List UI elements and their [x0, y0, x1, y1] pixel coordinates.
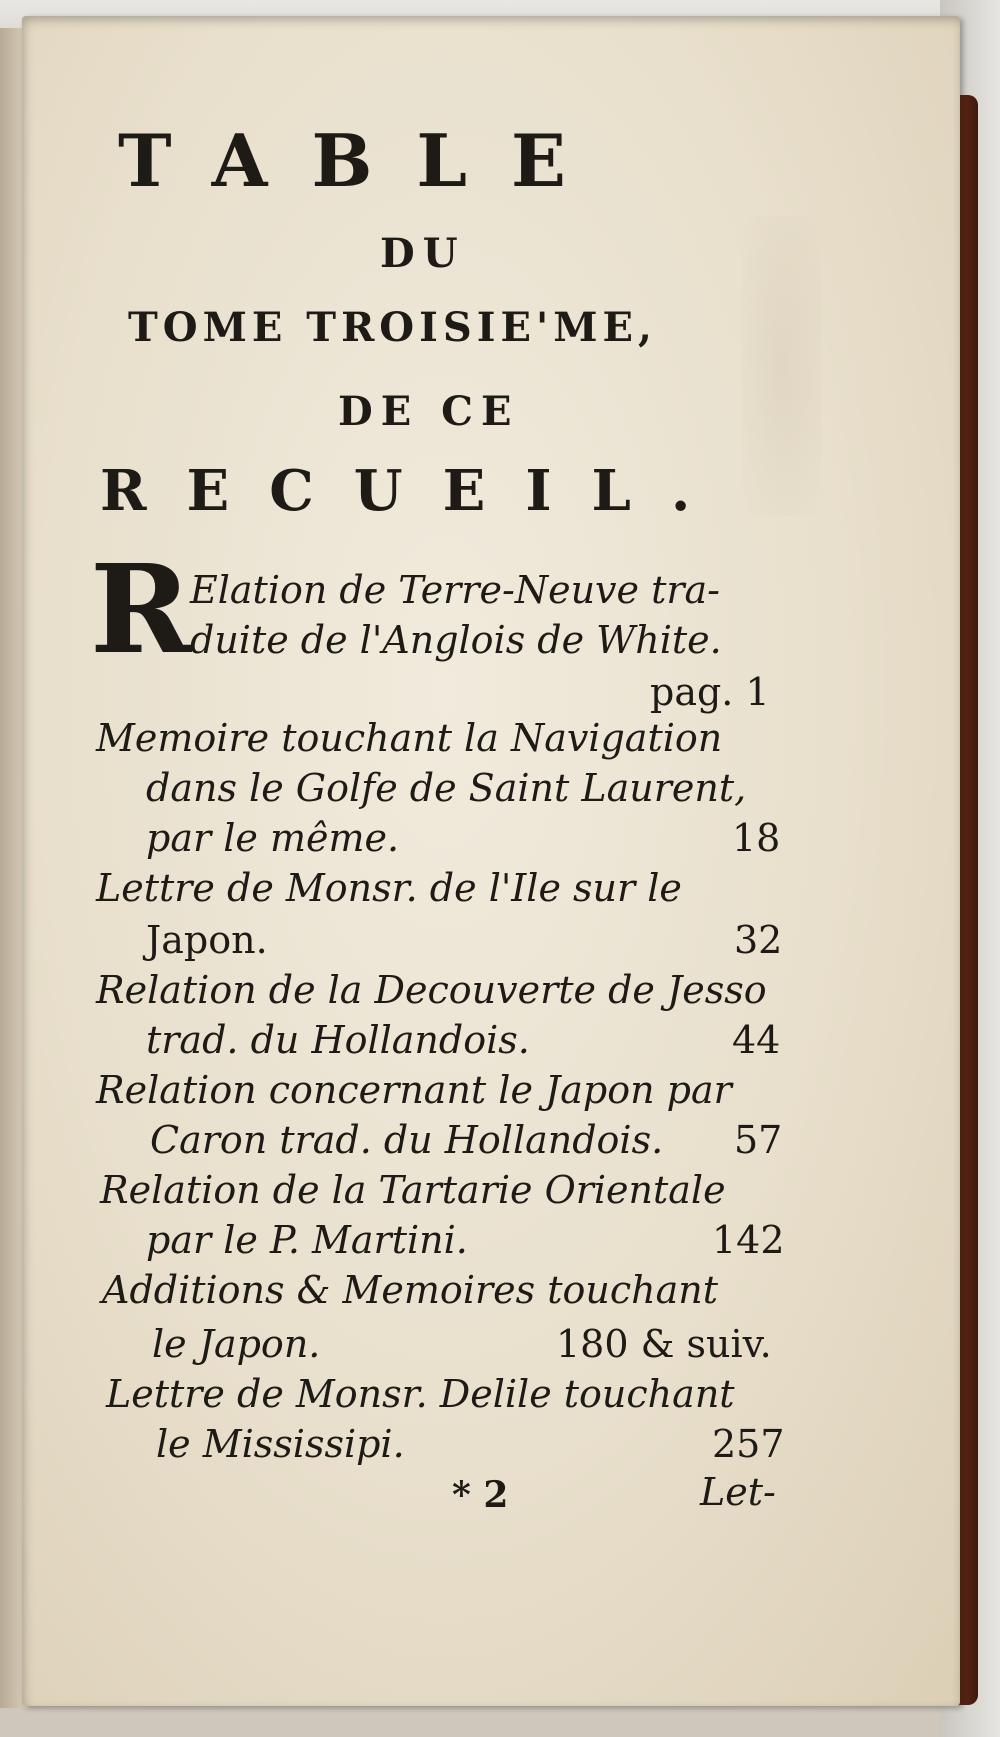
- entry-3-line-2: Japon.: [146, 918, 268, 962]
- entry-5-line-1: Relation concernant le Japon par: [96, 1068, 732, 1112]
- entry-2-line-3: par le même.: [146, 816, 400, 860]
- entry-4-line-1: Relation de la Decouverte de Jesso: [96, 968, 767, 1012]
- entry-4-page: 44: [732, 1018, 781, 1062]
- signature-mark: * 2: [452, 1474, 509, 1516]
- entry-7-line-1: Additions & Memoires touchant: [102, 1268, 718, 1312]
- catchword: Let-: [700, 1470, 776, 1514]
- title-tome: TOME TROISIE'ME,: [128, 304, 657, 351]
- entry-7-line-2: le Japon.: [152, 1322, 321, 1366]
- entry-1-line-2: duite de l'Anglois de White.: [190, 618, 722, 662]
- show-through-stain: [742, 216, 822, 516]
- entry-4-line-2: trad. du Hollandois.: [146, 1018, 530, 1062]
- entry-2-line-1: Memoire touchant la Navigation: [96, 716, 723, 760]
- entry-8-line-1: Lettre de Monsr. Delile touchant: [106, 1372, 735, 1416]
- entry-8-page: 257: [712, 1422, 785, 1466]
- entry-6-line-1: Relation de la Tartarie Orientale: [100, 1168, 726, 1212]
- title-de-ce: DE CE: [338, 388, 520, 435]
- entry-5-line-2: Caron trad. du Hollandois.: [150, 1118, 664, 1162]
- entry-3-line-1: Lettre de Monsr. de l'Ile sur le: [96, 866, 682, 910]
- entry-6-line-2: par le P. Martini.: [146, 1218, 468, 1262]
- drop-cap-letter: R: [90, 537, 192, 681]
- entry-1-page: pag. 1: [650, 670, 770, 714]
- entry-8-line-2: le Mississipi.: [156, 1422, 405, 1466]
- entry-6-page: 142: [712, 1218, 785, 1262]
- entry-5-page: 57: [734, 1118, 783, 1162]
- entry-1-line-1: Elation de Terre-Neuve tra-: [190, 568, 721, 612]
- entry-7-page: 180 & suiv.: [556, 1322, 772, 1366]
- entry-3-page: 32: [734, 918, 783, 962]
- entry-2-line-2: dans le Golfe de Saint Laurent,: [146, 766, 747, 810]
- title-table: TABLE: [118, 118, 610, 203]
- entry-2-page: 18: [732, 816, 781, 860]
- title-recueil: RECUEIL.: [100, 458, 731, 524]
- title-du: DU: [380, 230, 466, 277]
